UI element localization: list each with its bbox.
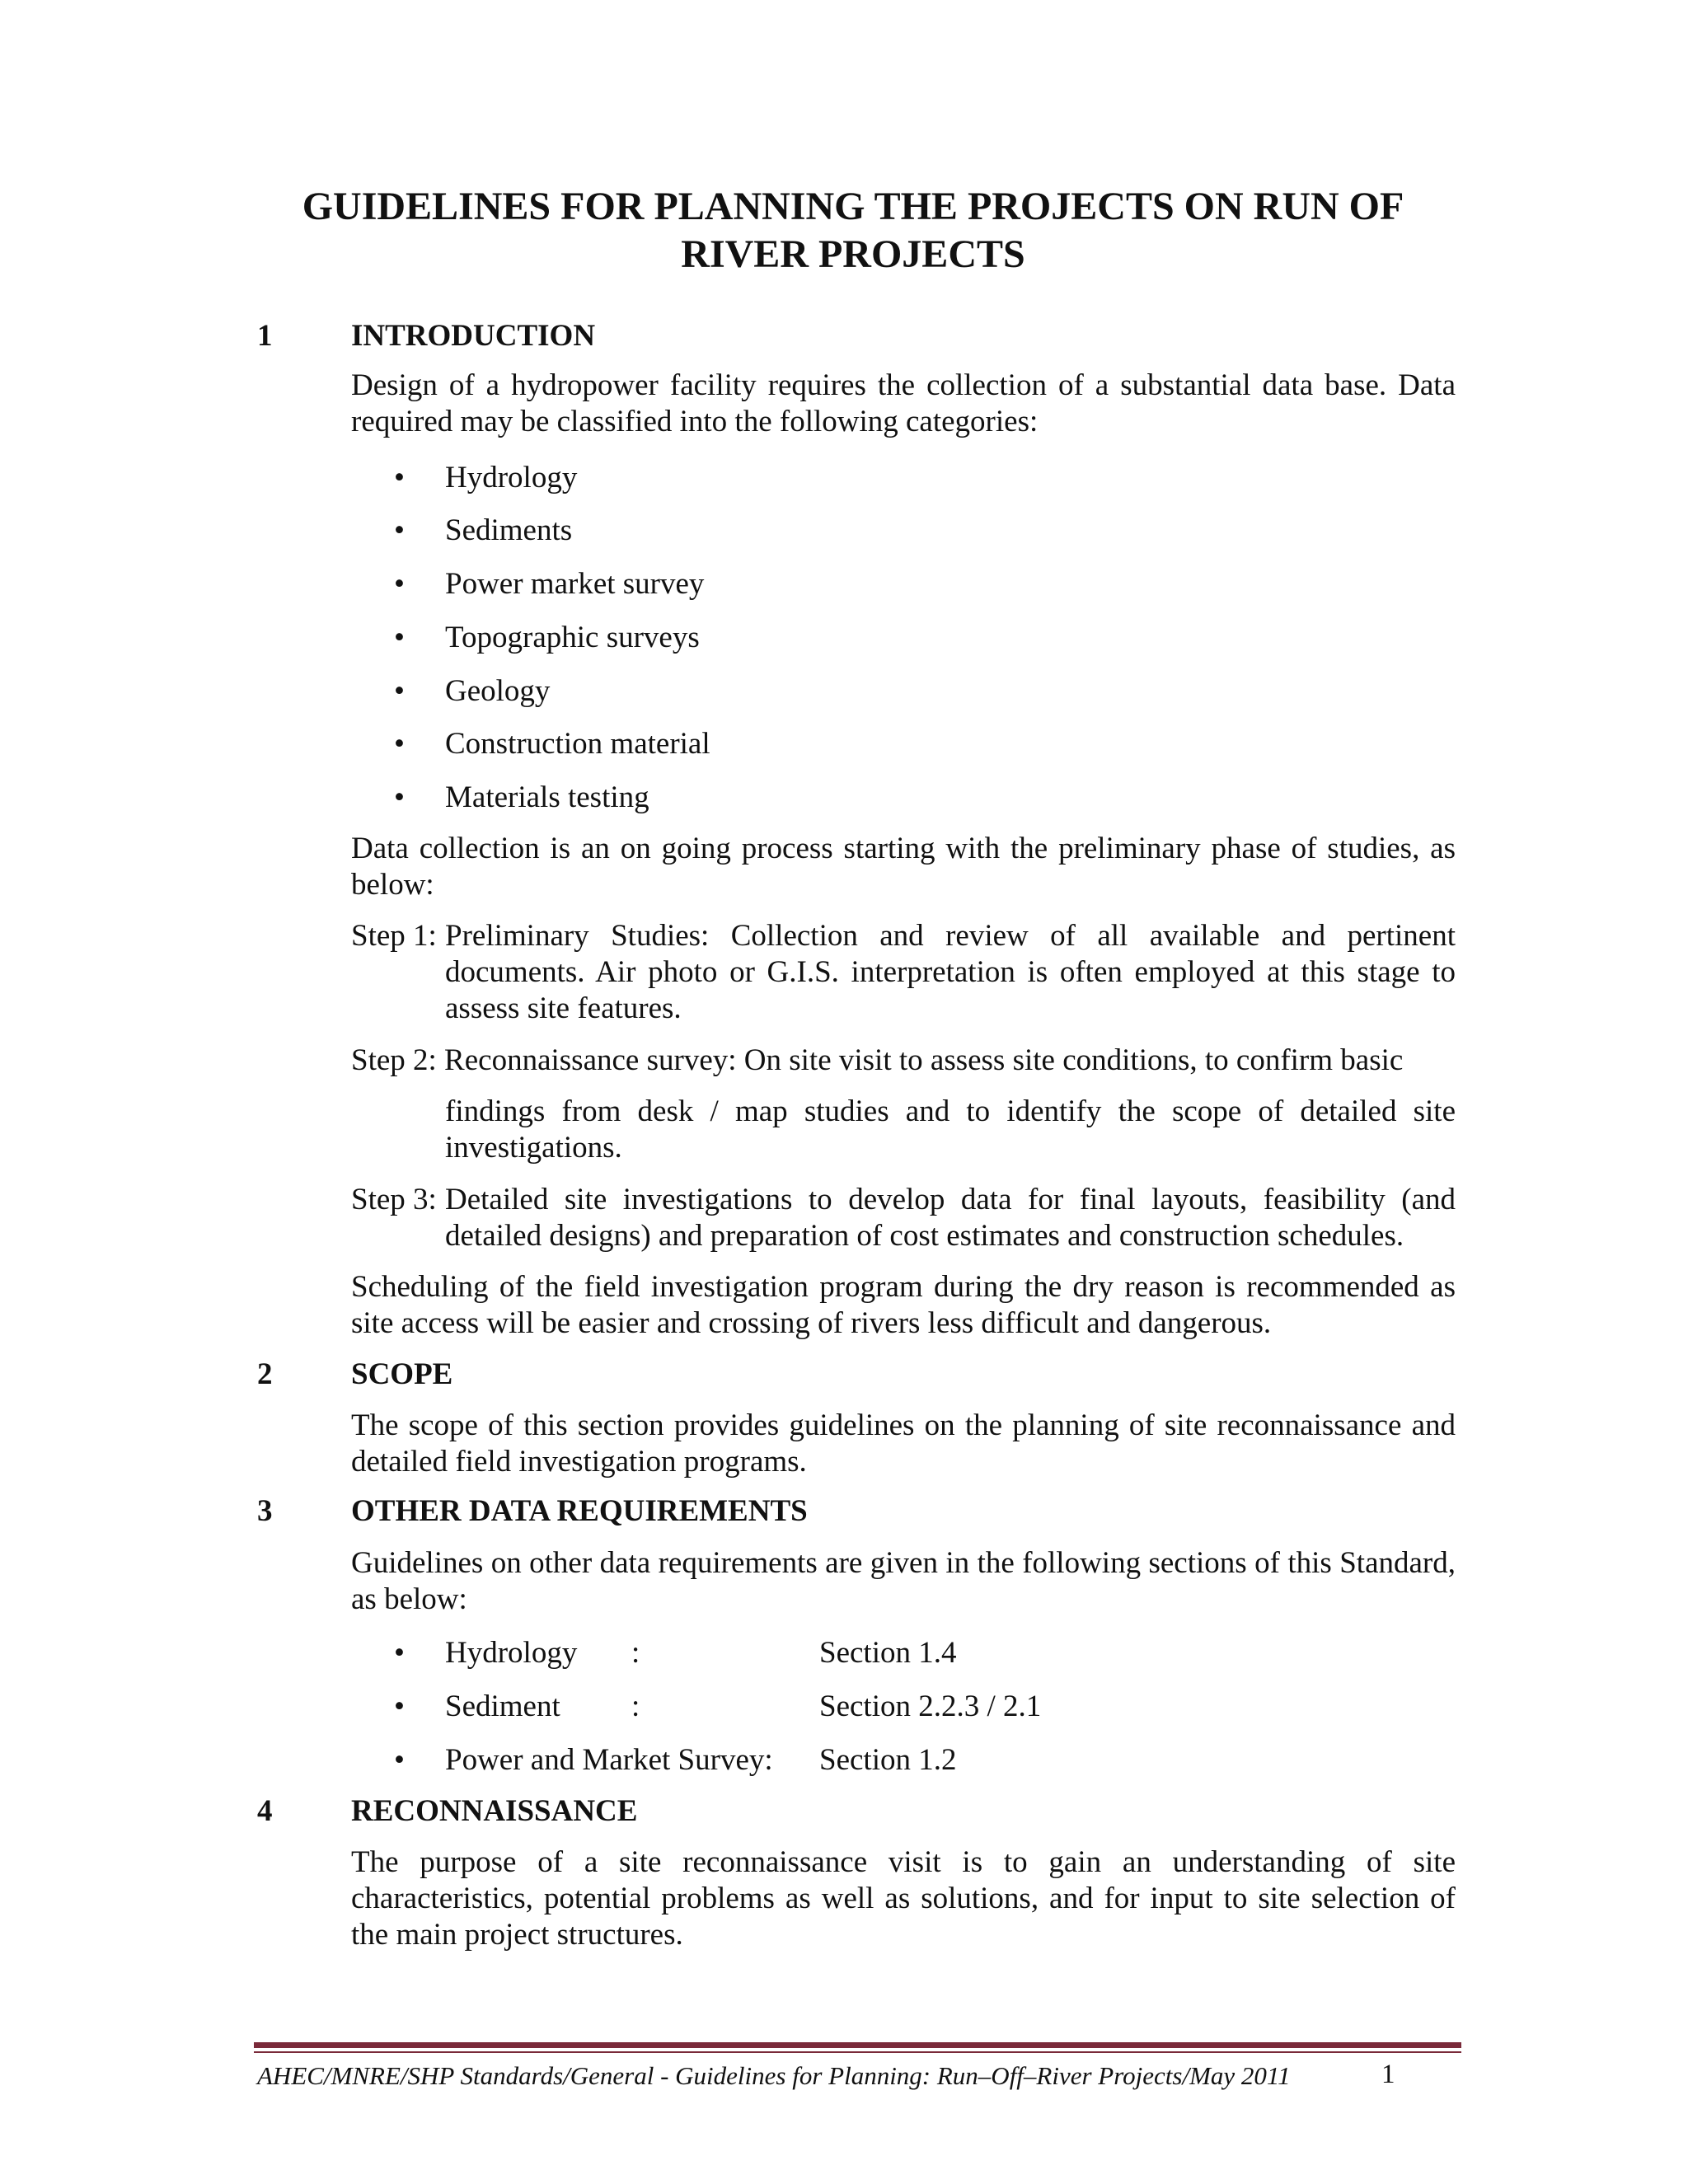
step-2-first-line: Step 2: Reconnaissance survey: On site visit to assess site conditions, to confirm basic <box>351 1043 1404 1077</box>
bullet-icon: • <box>394 513 405 547</box>
bullet-icon: • <box>394 567 405 601</box>
reference-item: Power and Market Survey: <box>445 1743 773 1777</box>
reference-separator: : <box>631 1690 640 1723</box>
section-2-text: The scope of this section provides guidelines on the planning of site reconnaissance and detailed field investigation programs. <box>351 1408 1456 1479</box>
section-1-heading: INTRODUCTION <box>351 319 596 353</box>
section-3-number: 3 <box>257 1494 273 1528</box>
section-3-text: Guidelines on other data requirements are given in the following sections of this Standard, as below: <box>351 1546 1456 1616</box>
reference-section: Section 1.2 <box>819 1743 957 1777</box>
bullet-icon: • <box>394 621 405 654</box>
step-1-label: Step 1: <box>351 919 437 953</box>
reference-section: Section 2.2.3 / 2.1 <box>819 1690 1042 1723</box>
bullet-icon: • <box>394 727 405 761</box>
bullet-icon: • <box>394 780 405 814</box>
section-2-number: 2 <box>257 1357 273 1391</box>
reference-separator: : <box>631 1636 640 1670</box>
section-4-heading: RECONNAISSANCE <box>351 1794 638 1828</box>
section-4-number: 4 <box>257 1794 273 1828</box>
bullet-icon: • <box>394 1690 405 1723</box>
reference-item: Sediment <box>445 1690 560 1723</box>
list-item: Geology <box>445 674 551 708</box>
reference-section: Section 1.4 <box>819 1636 957 1670</box>
section-1-closing: Scheduling of the field investigation program during the dry reason is recommended as site access will be easier and crossing of rivers less difficult and dangerous. <box>351 1270 1456 1340</box>
step-1-text: Preliminary Studies: Collection and review of all available and pertinent documents. Air photo or G.I.S. interpretation is often employed at this stage to assess site features. <box>445 919 1456 1025</box>
bullet-icon: • <box>394 1636 405 1670</box>
list-item: Construction material <box>445 727 710 761</box>
list-item: Hydrology <box>445 461 578 494</box>
section-1-intro: Design of a hydropower facility requires the collection of a substantial data base. Data required may be classified into the following categories: <box>351 368 1456 438</box>
footer-divider-thin <box>254 2051 1461 2053</box>
section-2-heading: SCOPE <box>351 1357 453 1391</box>
document-title: GUIDELINES FOR PLANNING THE PROJECTS ON RUN OF RIVER PROJECTS <box>302 185 1404 276</box>
section-3-heading: OTHER DATA REQUIREMENTS <box>351 1494 808 1528</box>
step-3-text: Detailed site investigations to develop data for final layouts, feasibility (and detailed designs) and preparation of cost estimates and construction schedules. <box>445 1183 1456 1253</box>
section-1-number: 1 <box>257 319 273 353</box>
bullet-icon: • <box>394 1743 405 1777</box>
list-item: Sediments <box>445 513 573 547</box>
reference-item: Hydrology <box>445 1636 578 1670</box>
section-1-process-text: Data collection is an on going process starting with the preliminary phase of studies, as below: <box>351 832 1456 902</box>
step-3-label: Step 3: <box>351 1183 437 1216</box>
list-item: Topographic surveys <box>445 621 700 654</box>
footer-divider <box>254 2042 1461 2048</box>
section-4-text: The purpose of a site reconnaissance visit is to gain an understanding of site characteristics, potential problems as well as solutions, and for input to site selection of the main project structures. <box>351 1845 1456 1952</box>
page-number: 1 <box>1381 2060 1395 2089</box>
bullet-icon: • <box>394 674 405 708</box>
footer-text: AHEC/MNRE/SHP Standards/General - Guidelines for Planning: Run–Off–River Projects/May 2011 <box>257 2061 1291 2090</box>
bullet-icon: • <box>394 461 405 494</box>
list-item: Power market survey <box>445 567 705 601</box>
list-item: Materials testing <box>445 780 649 814</box>
step-2-text: findings from desk / map studies and to identify the scope of detailed site investigations. <box>445 1094 1456 1165</box>
